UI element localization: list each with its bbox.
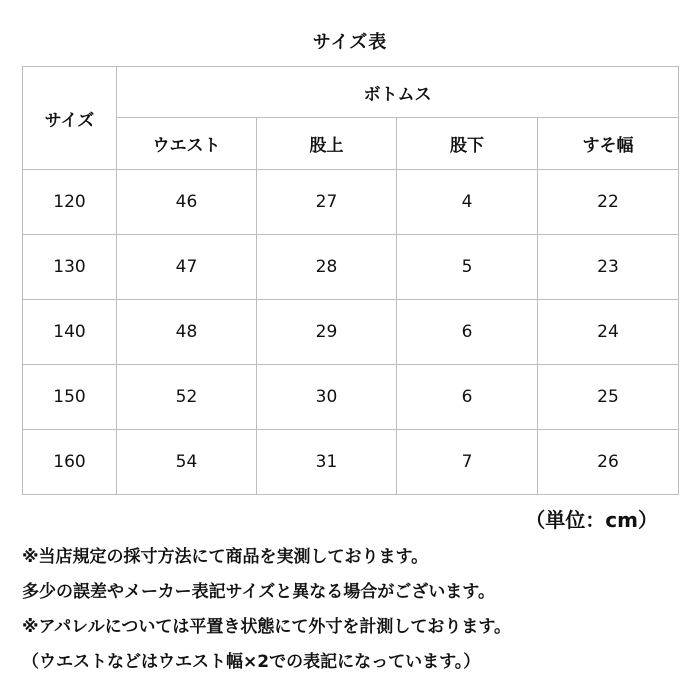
note-line: 多少の誤差やメーカー表記サイズと異なる場合がございます。 bbox=[22, 582, 495, 602]
bottoms-group-header: ボトムス bbox=[117, 67, 679, 118]
table-cell: 31 bbox=[257, 430, 397, 495]
table-cell: 54 bbox=[117, 430, 257, 495]
table-row bbox=[23, 235, 679, 300]
table-cell: 4 bbox=[397, 170, 538, 235]
table-cell: 52 bbox=[117, 365, 257, 430]
table-cell: 47 bbox=[117, 235, 257, 300]
table-cell: 7 bbox=[397, 430, 538, 495]
unit-label: （単位：cm） bbox=[525, 508, 658, 532]
column-header-inseam: 股下 bbox=[397, 118, 538, 170]
column-header-hem-width: すそ幅 bbox=[538, 118, 679, 170]
table-cell: 27 bbox=[257, 170, 397, 235]
table-cell: 6 bbox=[397, 300, 538, 365]
table-cell: 24 bbox=[538, 300, 679, 365]
page-title: サイズ表 bbox=[312, 32, 388, 53]
size-column-header: サイズ bbox=[23, 67, 117, 170]
table-cell: 25 bbox=[538, 365, 679, 430]
notes-block bbox=[22, 540, 682, 680]
table-row bbox=[23, 365, 679, 430]
table-row bbox=[23, 170, 679, 235]
table-cell: 48 bbox=[117, 300, 257, 365]
column-header-waist: ウエスト bbox=[117, 118, 257, 170]
table-cell: 46 bbox=[117, 170, 257, 235]
table-cell: 6 bbox=[397, 365, 538, 430]
table-cell: 22 bbox=[538, 170, 679, 235]
size-cell: 160 bbox=[23, 430, 117, 495]
table-cell: 29 bbox=[257, 300, 397, 365]
table-row bbox=[23, 430, 679, 495]
table-cell: 23 bbox=[538, 235, 679, 300]
size-cell: 130 bbox=[23, 235, 117, 300]
table-cell: 30 bbox=[257, 365, 397, 430]
note-line: ※当店規定の採寸方法にて商品を実測しております。 bbox=[22, 547, 429, 567]
table-cell: 5 bbox=[397, 235, 538, 300]
table-cell: 28 bbox=[257, 235, 397, 300]
table-cell: 26 bbox=[538, 430, 679, 495]
size-cell: 150 bbox=[23, 365, 117, 430]
column-header-rise: 股上 bbox=[257, 118, 397, 170]
table-row bbox=[23, 300, 679, 365]
size-cell: 140 bbox=[23, 300, 117, 365]
size-cell: 120 bbox=[23, 170, 117, 235]
note-line: ※アパレルについては平置き状態にて外寸を計測しております。 bbox=[22, 617, 512, 637]
size-table bbox=[22, 66, 679, 495]
note-line: （ウエストなどはウエスト幅×2での表記になっています。） bbox=[22, 652, 481, 672]
